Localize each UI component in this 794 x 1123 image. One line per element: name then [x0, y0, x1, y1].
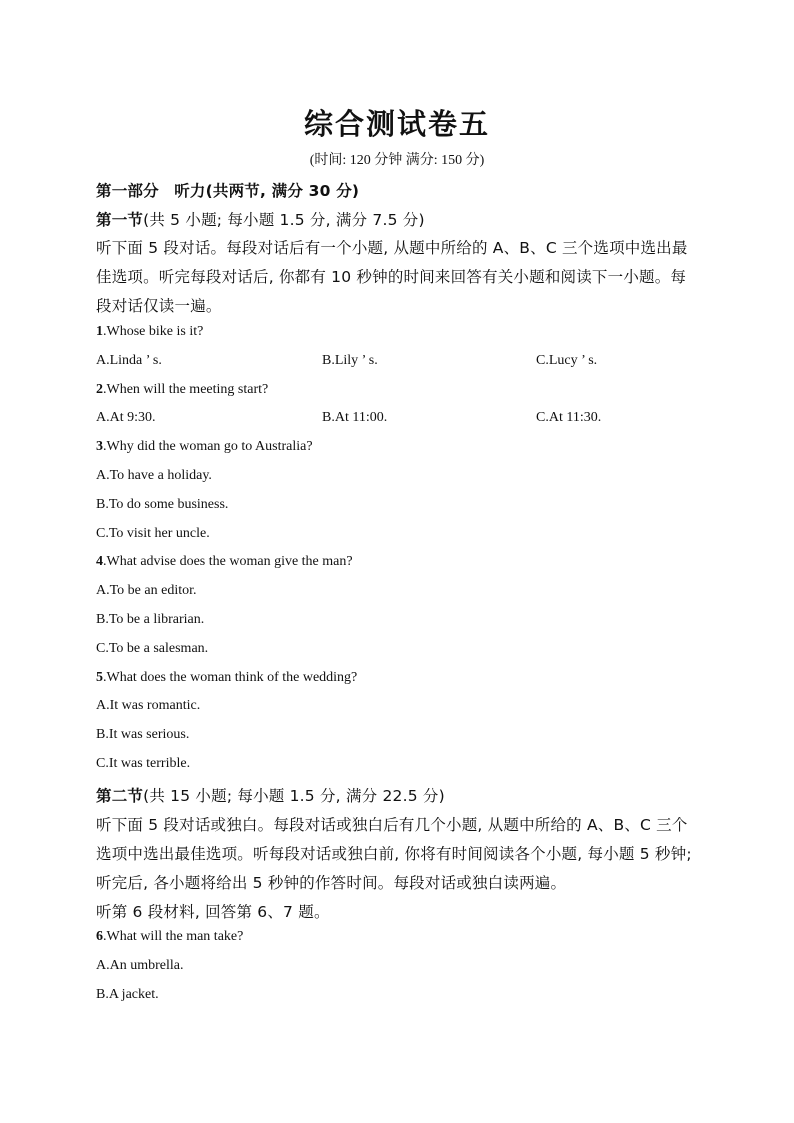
option-a[interactable]: A.Linda ’ s. [96, 353, 162, 368]
question-text: .What does the woman think of the wedding? [103, 670, 358, 685]
page-title: 综合测试卷五 [303, 107, 490, 141]
question-4 [96, 554, 696, 570]
section2-label: 第二节 [96, 787, 144, 805]
question-1 [96, 324, 696, 340]
option-a[interactable]: A.An umbrella. [96, 958, 184, 973]
question-number: 3 [96, 439, 103, 454]
option-b[interactable]: B.At 11:00. [322, 410, 388, 425]
material-note: 听第 6 段材料, 回答第 6、7 题。 [96, 903, 330, 921]
option-c[interactable]: C.To visit her uncle. [96, 526, 210, 541]
question-text: .What will the man take? [103, 929, 244, 944]
question-text: .Why did the woman go to Australia? [103, 439, 313, 454]
section1-heading [96, 208, 696, 230]
option-b[interactable]: B.Lily ’ s. [322, 353, 378, 368]
option-c[interactable]: C.At 11:30. [536, 410, 602, 425]
question-6 [96, 929, 696, 945]
question-number: 5 [96, 670, 103, 685]
section1-label: 第一节 [96, 211, 144, 229]
option-c[interactable]: C.Lucy ’ s. [536, 353, 598, 368]
question-text: .Whose bike is it? [103, 324, 204, 339]
option-a[interactable]: A.It was romantic. [96, 698, 201, 713]
option-c[interactable]: C.It was terrible. [96, 756, 191, 771]
part1-label: 第一部分 [96, 182, 159, 200]
exam-time-score: (时间: 120 分钟 满分: 150 分) [309, 153, 485, 168]
option-b[interactable]: B.A jacket. [96, 987, 159, 1002]
section2-detail: (共 15 小题; 每小题 1.5 分, 满分 22.5 分) [143, 787, 445, 805]
question-5 [96, 670, 696, 686]
option-b[interactable]: B.To do some business. [96, 497, 229, 512]
section2-instruction-line: 听完后, 各小题将给出 5 秒钟的作答时间。每段对话或独白读两遍。 [96, 874, 567, 892]
section1-instruction-line: 佳选项。听完每段对话后, 你都有 10 秒钟的时间来回答有关小题和阅读下一小题。每 [96, 268, 687, 286]
option-c[interactable]: C.To be a salesman. [96, 641, 209, 656]
section1-instruction-line: 段对话仅读一遍。 [96, 297, 222, 315]
option-b[interactable]: B.To be a librarian. [96, 612, 205, 627]
question-number: 2 [96, 382, 103, 397]
question-text: .What advise does the woman give the man? [103, 554, 353, 569]
question-3 [96, 439, 696, 455]
question-text: .When will the meeting start? [103, 382, 269, 397]
part1-heading [96, 179, 696, 201]
section1-detail: (共 5 小题; 每小题 1.5 分, 满分 7.5 分) [143, 211, 425, 229]
question-number: 1 [96, 324, 103, 339]
question-number: 4 [96, 554, 103, 569]
option-a[interactable]: A.At 9:30. [96, 410, 156, 425]
question-number: 6 [96, 929, 103, 944]
section2-instruction-line: 选项中选出最佳选项。听每段对话或独白前, 你将有时间阅读各个小题, 每小题 5 秒钟; [96, 845, 692, 863]
part1-title: 听力(共两节, 满分 30 分) [174, 182, 360, 200]
section1-instruction-line: 听下面 5 段对话。每段对话后有一个小题, 从题中所给的 A、B、C 三个选项中选出最 [96, 239, 688, 257]
question-2 [96, 382, 696, 398]
section2-instruction-line: 听下面 5 段对话或独白。每段对话或独白后有几个小题, 从题中所给的 A、B、C 三个 [96, 816, 688, 834]
option-a[interactable]: A.To be an editor. [96, 583, 197, 598]
option-b[interactable]: B.It was serious. [96, 727, 190, 742]
option-a[interactable]: A.To have a holiday. [96, 468, 212, 483]
section2-heading [96, 784, 696, 806]
